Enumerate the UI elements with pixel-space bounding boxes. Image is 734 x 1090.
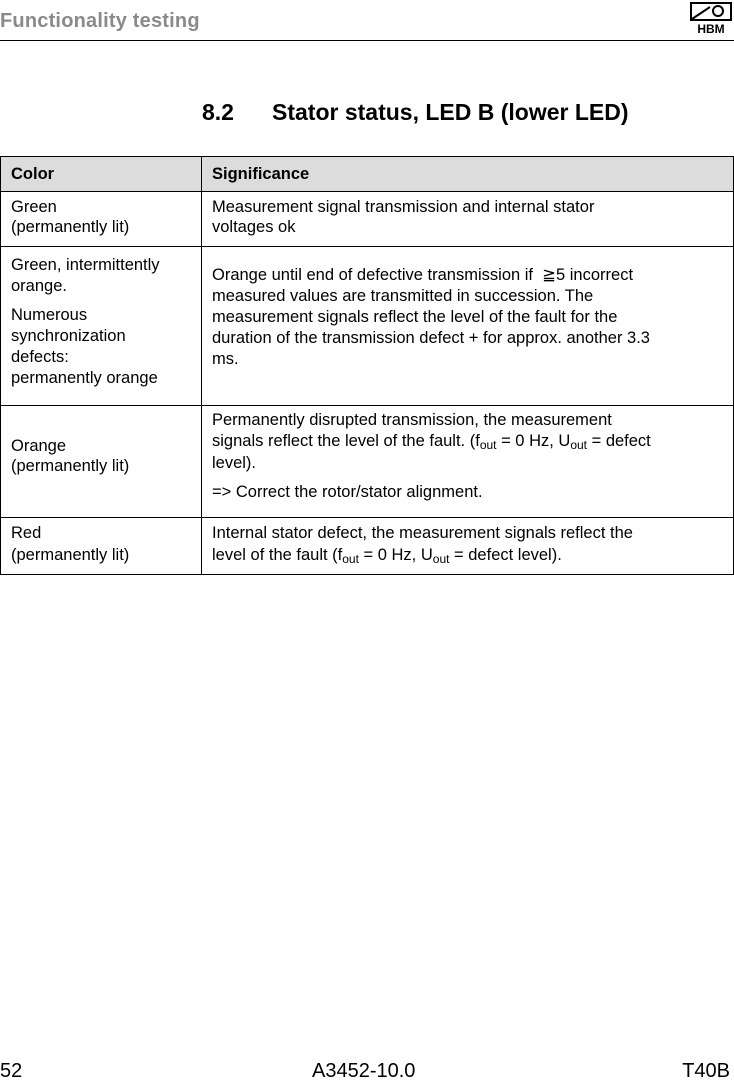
column-header-color: Color	[1, 157, 202, 192]
column-header-significance: Significance	[202, 157, 734, 192]
cell-color	[1, 192, 202, 247]
significance-line: ms.	[212, 350, 239, 368]
significance-line: duration of the transmission defect + for approx. another 3.3	[212, 329, 650, 347]
table-row-orange	[1, 406, 734, 518]
significance-line: measured values are transmitted in succession. The	[212, 287, 594, 305]
section-heading	[202, 99, 629, 126]
color-line: (permanently lit)	[11, 546, 130, 564]
table-row-green	[1, 192, 734, 247]
text-run: = defect level).	[449, 546, 562, 564]
text-run: = 0 Hz, U	[496, 432, 571, 450]
color-line: Green	[11, 198, 57, 216]
subscript-out: out	[432, 552, 450, 566]
hbm-logo	[690, 2, 732, 34]
cell-color	[1, 247, 202, 406]
significance-line: level).	[212, 454, 257, 472]
significance-line: voltages ok	[212, 218, 296, 236]
section-title: Stator status, LED B (lower LED)	[272, 99, 629, 125]
header-rule	[0, 40, 734, 41]
hbm-logo-text: HBM	[697, 22, 725, 34]
footer-doc-number: A3452-10.0	[312, 1060, 416, 1082]
significance-line	[212, 430, 723, 451]
footer-page-number: 52	[0, 1060, 23, 1082]
color-line: Numerous	[11, 306, 88, 324]
color-line: permanently orange	[11, 369, 158, 387]
significance-line: Permanently disrupted transmission, the measurement	[212, 411, 612, 429]
color-line: Green, intermittently	[11, 256, 160, 274]
color-line: orange.	[11, 277, 67, 295]
section-number: 8.2	[202, 99, 234, 125]
running-header-title: Functionality testing	[0, 10, 200, 32]
table-row-red	[1, 518, 734, 575]
text-run: signals reflect the level of the fault. (f	[212, 432, 480, 450]
significance-line: => Correct the rotor/stator alignment.	[212, 483, 483, 501]
cell-significance	[202, 406, 734, 518]
cell-color	[1, 518, 202, 575]
subscript-out: out	[570, 438, 588, 452]
cell-significance	[202, 518, 734, 575]
text-run: level of the fault (f	[212, 546, 343, 564]
text-run: = 0 Hz, U	[358, 546, 433, 564]
significance-line: measurement signals reflect the level of the fault for the	[212, 308, 618, 326]
led-status-table	[0, 156, 734, 575]
cell-color	[1, 406, 202, 518]
subscript-out: out	[342, 552, 359, 566]
color-line: (permanently lit)	[11, 218, 130, 236]
color-line: Red	[11, 524, 42, 542]
color-line: defects:	[11, 348, 69, 366]
color-line: synchronization	[11, 327, 126, 345]
text-run: = defect	[587, 432, 651, 450]
color-line: Orange	[11, 437, 67, 455]
cell-significance	[202, 247, 734, 406]
cell-significance	[202, 192, 734, 247]
footer-product: T40B	[682, 1060, 730, 1082]
significance-line: Measurement signal transmission and internal stator	[212, 198, 595, 216]
color-line: (permanently lit)	[11, 457, 130, 475]
table-header-row	[1, 157, 734, 192]
significance-line: Internal stator defect, the measurement signals reflect the	[212, 524, 633, 542]
table-row-green-intermittent	[1, 247, 734, 406]
significance-line	[212, 543, 723, 565]
subscript-out: out	[479, 438, 497, 452]
significance-line: Orange until end of defective transmission if ≧5 incorrect	[212, 266, 634, 284]
